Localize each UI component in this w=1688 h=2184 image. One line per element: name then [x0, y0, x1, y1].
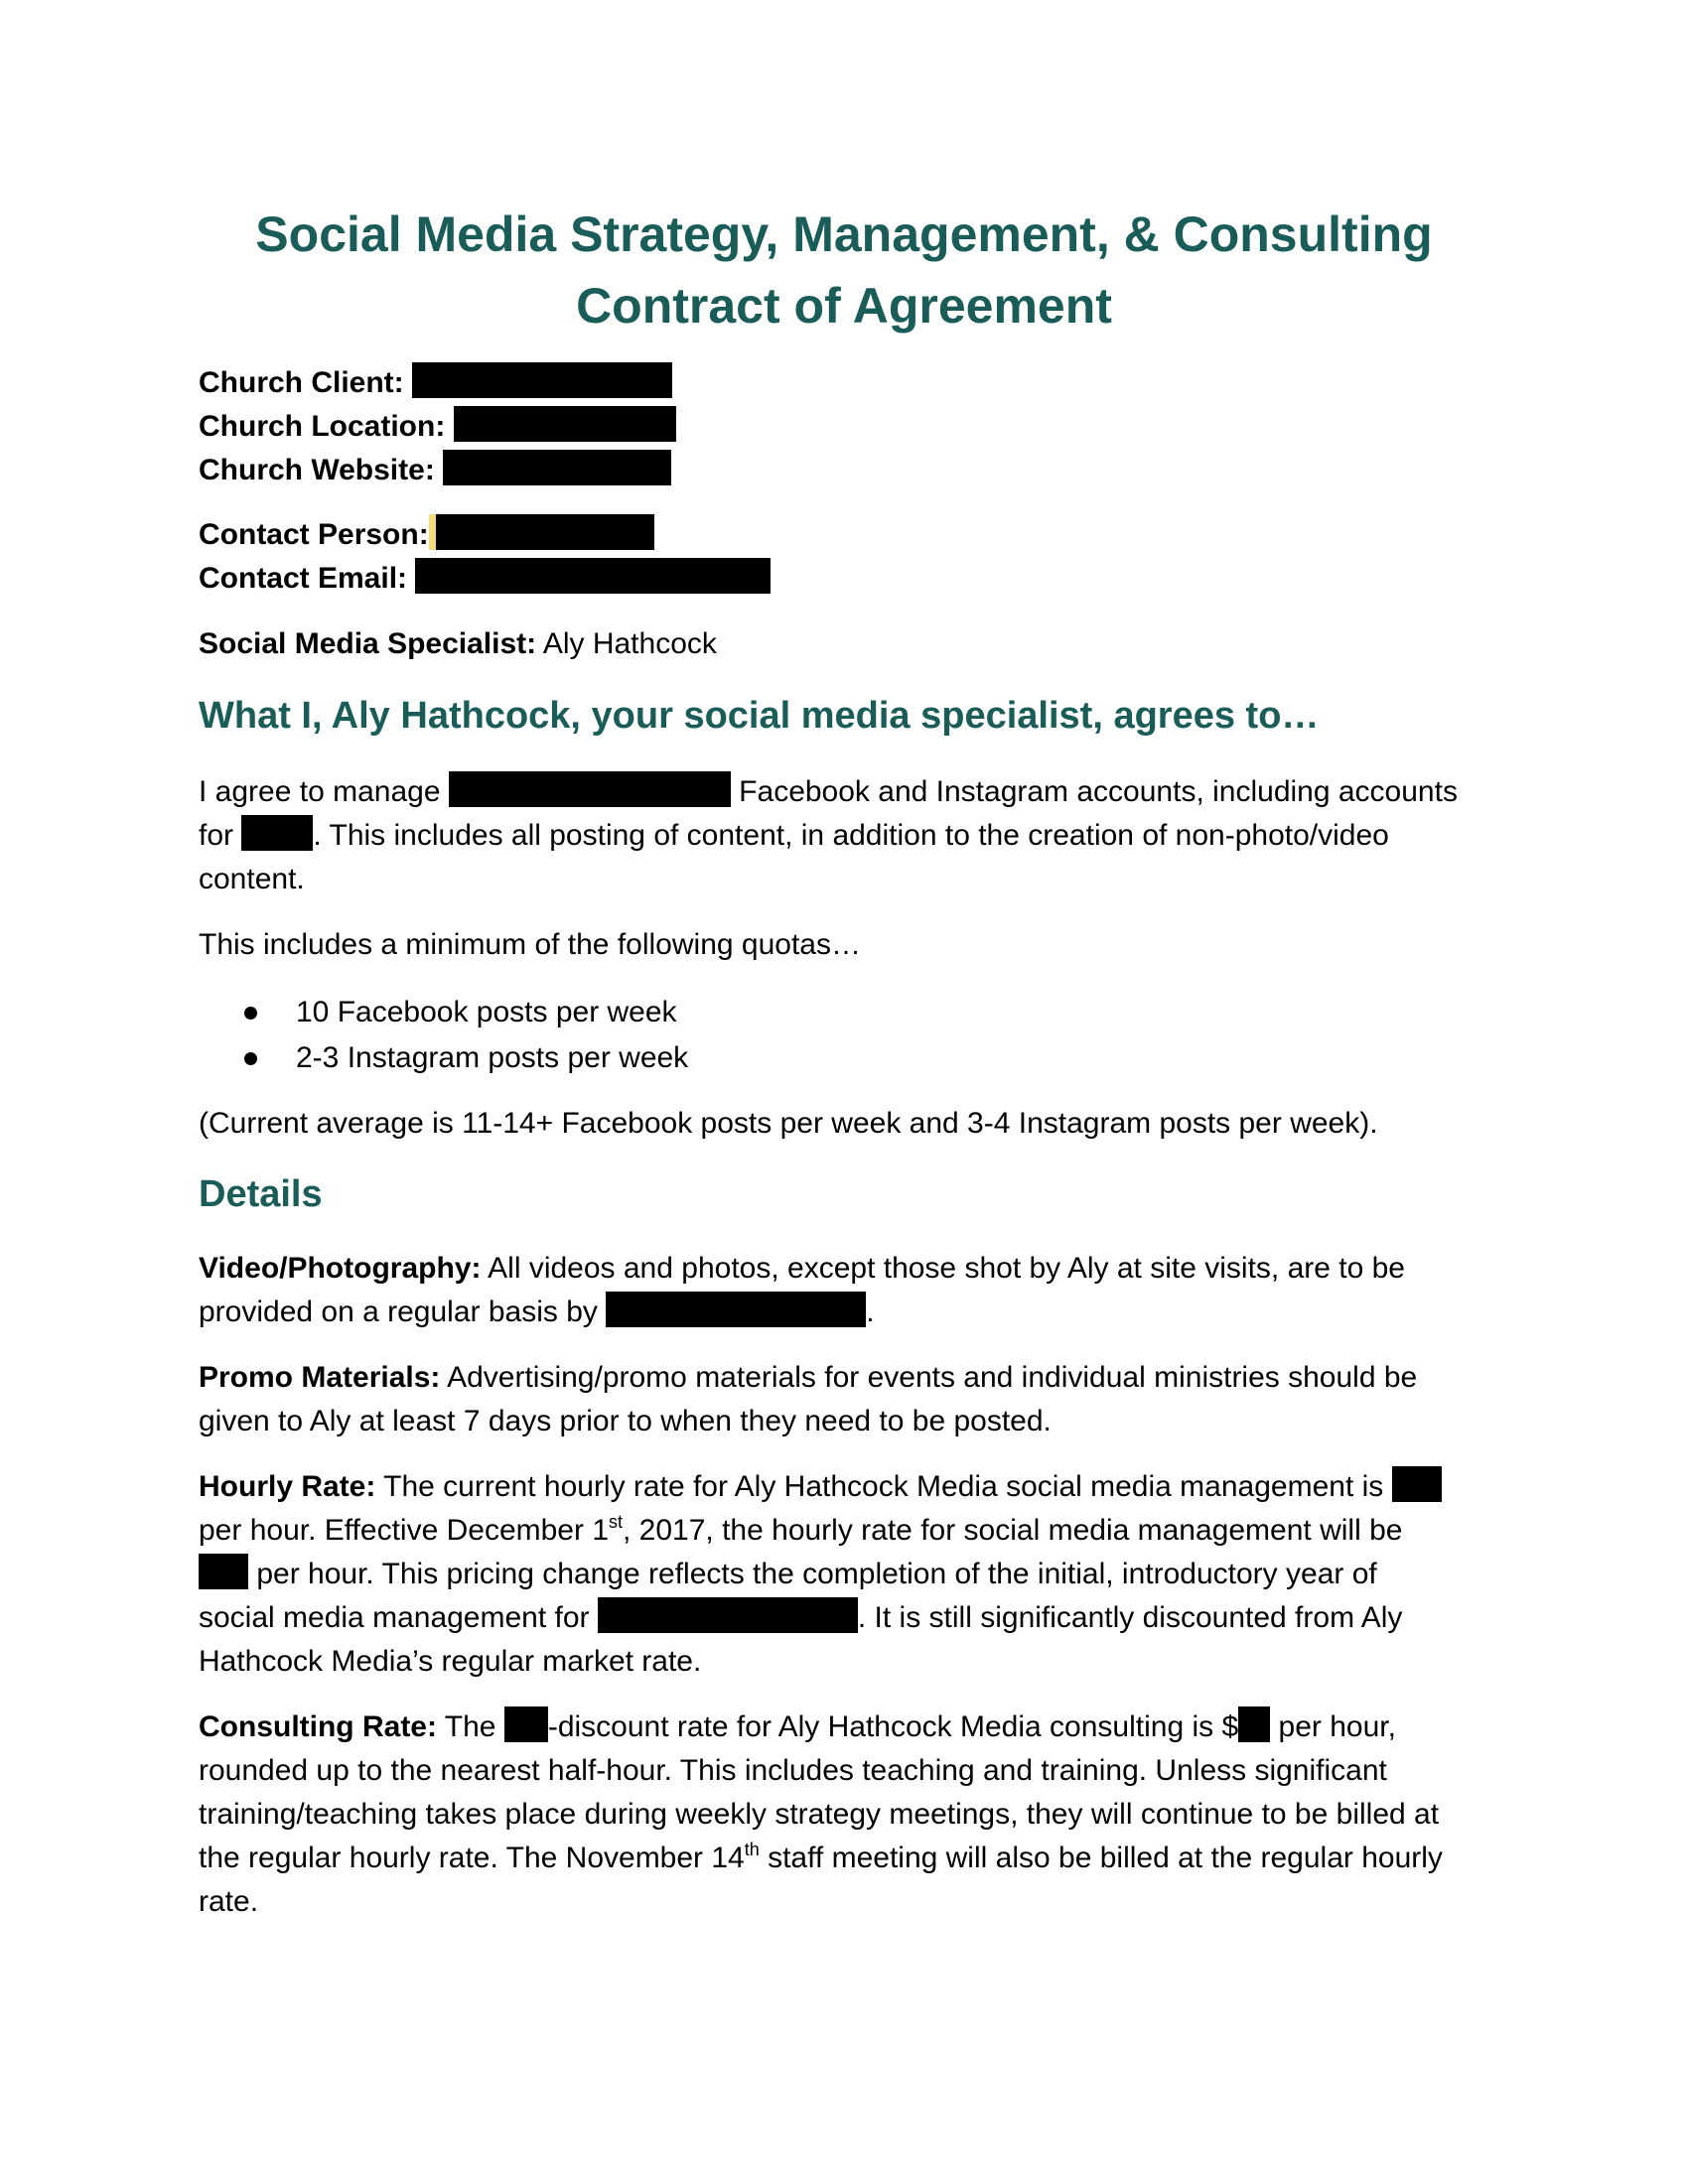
text-span: The current hourly rate for Aly Hathcock Media social media management is: [375, 1470, 1392, 1503]
consulting-label: Consulting Rate:: [199, 1710, 437, 1743]
ordinal-suffix: st: [609, 1512, 624, 1532]
redaction-bar: [598, 1597, 858, 1633]
current-average-note: (Current average is 11-14+ Facebook posts per week and 3-4 Instagram posts per week).: [199, 1107, 1378, 1140]
redaction-bar: [436, 514, 654, 550]
text-span: The: [437, 1710, 504, 1743]
text-span: Advertising/promo materials for events and individual ministries should be: [440, 1361, 1418, 1394]
text-span: . This includes all posting of content, in addition to the creation of non-photo/video: [313, 819, 1389, 852]
document-title-line-1: Social Media Strategy, Management, & Consulting: [255, 206, 1433, 262]
redaction-bar: [449, 771, 731, 807]
redaction-bar: [454, 406, 676, 442]
consulting-line-1: [199, 1706, 1396, 1749]
bullet-icon: [244, 1052, 257, 1065]
text-span: . It is still significantly discounted from Aly: [857, 1601, 1403, 1634]
specialist-label: Social Media Specialist:: [199, 627, 537, 660]
agreement-paragraph-line-2: [199, 814, 1389, 858]
quota-intro: This includes a minimum of the following quotas…: [199, 928, 861, 961]
video-label: Video/Photography:: [199, 1252, 482, 1285]
redaction-bar: [199, 1554, 248, 1589]
redaction-bar: [443, 450, 671, 485]
text-span: staff meeting will also be billed at the regular hourly: [759, 1842, 1443, 1874]
document-title-line-2: Contract of Agreement: [576, 278, 1112, 334]
church-website-label: Church Website:: [199, 454, 435, 486]
text-span: per hour. Effective December 1: [199, 1514, 609, 1547]
contact-email-label: Contact Email:: [199, 562, 408, 595]
redaction-bar: [415, 558, 771, 594]
hourly-line-2: [199, 1509, 1402, 1553]
details-heading: Details: [199, 1173, 323, 1215]
contact-person-row: [199, 513, 654, 557]
church-client-row: [199, 361, 672, 405]
list-item-text: 2-3 Instagram posts per week: [296, 1041, 689, 1074]
contact-email-row: [199, 557, 771, 601]
specialist-row: [199, 622, 717, 666]
text-span: , 2017, the hourly rate for social media management will be: [623, 1514, 1403, 1547]
specialist-name: Aly Hathcock: [542, 627, 717, 660]
agreement-heading: What I, Aly Hathcock, your social media specialist, agrees to…: [199, 695, 1320, 737]
text-span: All videos and photos, except those shot by Aly at site visits, are to be: [481, 1252, 1405, 1285]
promo-line-2: given to Aly at least 7 days prior to when they need to be posted.: [199, 1405, 1052, 1437]
text-span: per hour,: [1270, 1710, 1396, 1743]
redaction-bar: [1392, 1466, 1442, 1502]
redaction-bar: [1238, 1706, 1270, 1742]
hourly-line-1: [199, 1465, 1442, 1509]
consulting-line-2: rounded up to the nearest half-hour. This includes teaching and training. Unless significant: [199, 1754, 1387, 1787]
contact-person-label: Contact Person:: [199, 518, 429, 551]
text-span: Facebook and Instagram accounts, including accounts: [730, 775, 1458, 808]
list-item-text: 10 Facebook posts per week: [296, 996, 677, 1028]
hourly-line-4: [199, 1596, 1402, 1640]
promo-line-1: [199, 1356, 1417, 1400]
text-span: I agree to manage: [199, 775, 449, 808]
text-span: -discount rate for Aly Hathcock Media consulting is $: [547, 1710, 1239, 1743]
text-span: for: [199, 819, 242, 852]
video-line-2: [199, 1291, 875, 1334]
church-website-row: [199, 449, 671, 492]
promo-label: Promo Materials:: [199, 1361, 441, 1394]
redaction-bar: [241, 815, 313, 851]
text-span: the regular hourly rate. The November 14: [199, 1842, 745, 1874]
consulting-line-4: [199, 1837, 1443, 1880]
church-location-row: [199, 405, 676, 449]
church-client-label: Church Client:: [199, 366, 404, 399]
redaction-bar: [606, 1292, 866, 1327]
consulting-line-5: rate.: [199, 1885, 259, 1918]
text-span: per hour. This pricing change reflects the completion of the initial, introductory year of: [248, 1558, 1377, 1590]
hourly-label: Hourly Rate:: [199, 1470, 376, 1503]
hourly-line-5: Hathcock Media’s regular market rate.: [199, 1645, 702, 1678]
text-span: social media management for: [199, 1601, 598, 1634]
consulting-line-3: training/teaching takes place during weekly strategy meetings, they will continue to be billed at: [199, 1798, 1440, 1831]
highlight-mark: [429, 514, 436, 550]
ordinal-suffix: th: [744, 1840, 760, 1859]
agreement-paragraph-line-1: [199, 770, 1458, 814]
redaction-bar: [412, 362, 672, 398]
hourly-line-3: [199, 1553, 1377, 1596]
agreement-paragraph-line-3: content.: [199, 863, 305, 895]
text-span: provided on a regular basis by: [199, 1296, 607, 1328]
church-location-label: Church Location:: [199, 410, 446, 443]
video-line-1: [199, 1247, 1405, 1291]
redaction-bar: [504, 1706, 548, 1742]
bullet-icon: [244, 1007, 257, 1020]
text-span: .: [866, 1296, 875, 1328]
